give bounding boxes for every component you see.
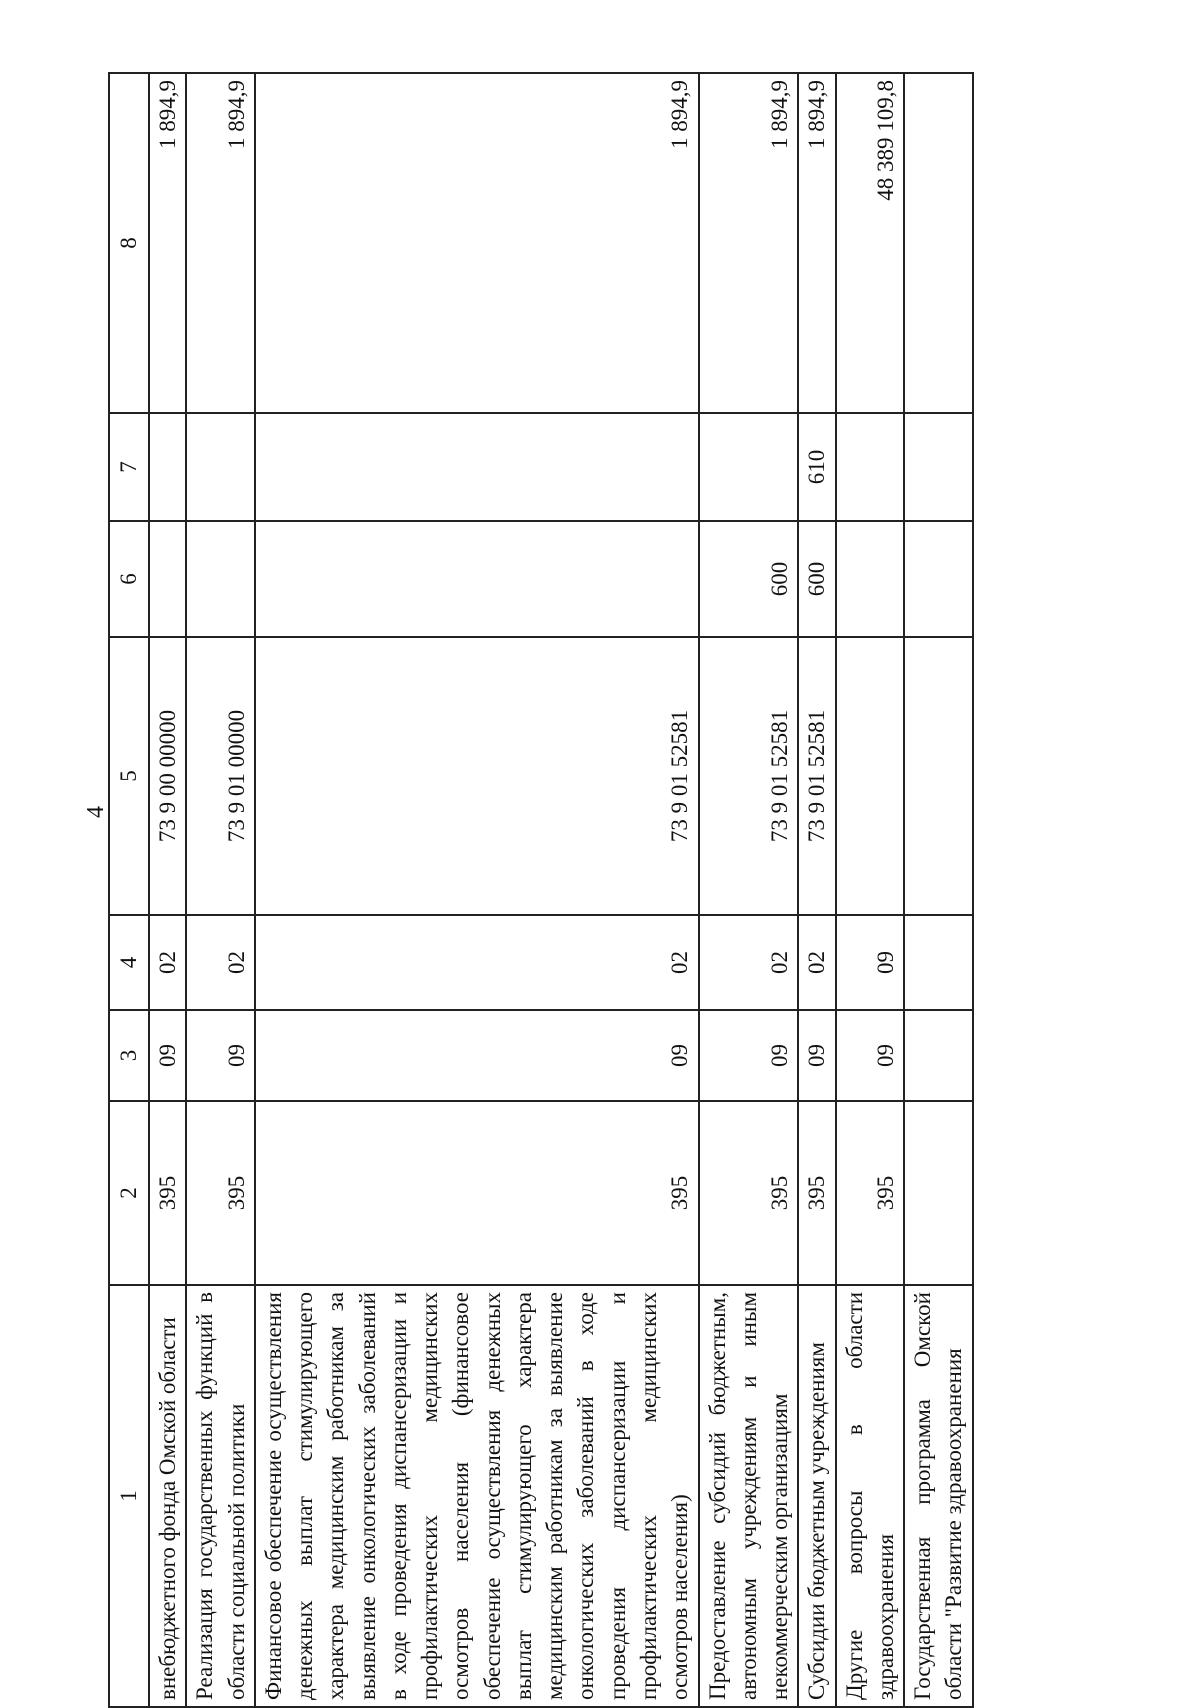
row-description: Предоставление субсидий бюджетным, автономным учреждениям и иным некоммерческим организациям bbox=[699, 1285, 799, 1707]
row-code-6 bbox=[186, 521, 255, 637]
row-amount: 1 894,9 bbox=[255, 73, 699, 413]
header-cell-4: 4 bbox=[109, 915, 149, 1010]
row-code-2: 395 bbox=[149, 1101, 186, 1285]
row-amount: 1 894,9 bbox=[699, 73, 799, 413]
header-cell-8: 8 bbox=[109, 73, 149, 413]
row-code-3: 09 bbox=[836, 1010, 905, 1101]
header-row bbox=[109, 73, 149, 1707]
row-code-5: 73 9 01 52581 bbox=[699, 637, 799, 915]
page-number: 4 bbox=[83, 806, 109, 818]
row-code-2: 395 bbox=[186, 1101, 255, 1285]
row-code-6 bbox=[149, 521, 186, 637]
row-code-7: 610 bbox=[798, 413, 835, 521]
header-cell-2: 2 bbox=[109, 1101, 149, 1285]
header-cell-1: 1 bbox=[109, 1285, 149, 1707]
row-description: Реализация государственных функций в области социальной политики bbox=[186, 1285, 255, 1707]
row-code-7 bbox=[186, 413, 255, 521]
row-code-6: 600 bbox=[798, 521, 835, 637]
row-amount bbox=[904, 73, 973, 413]
row-code-6: 600 bbox=[699, 521, 799, 637]
row-code-5 bbox=[904, 637, 973, 915]
row-code-2: 395 bbox=[699, 1101, 799, 1285]
row-code-3: 09 bbox=[255, 1010, 699, 1101]
row-code-3: 09 bbox=[186, 1010, 255, 1101]
row-code-4: 02 bbox=[149, 915, 186, 1010]
budget-table bbox=[108, 72, 974, 1708]
row-code-6 bbox=[836, 521, 905, 637]
rotated-table-wrapper bbox=[108, 74, 1070, 1708]
table-row bbox=[255, 73, 699, 1707]
row-code-3: 09 bbox=[798, 1010, 835, 1101]
table-row bbox=[186, 73, 255, 1707]
row-code-4: 02 bbox=[798, 915, 835, 1010]
row-code-2: 395 bbox=[836, 1101, 905, 1285]
row-code-5: 73 9 00 00000 bbox=[149, 637, 186, 915]
table-row bbox=[149, 73, 186, 1707]
row-code-7 bbox=[255, 413, 699, 521]
row-code-4: 02 bbox=[186, 915, 255, 1010]
row-code-5: 73 9 01 52581 bbox=[798, 637, 835, 915]
row-code-4: 09 bbox=[836, 915, 905, 1010]
row-code-5: 73 9 01 52581 bbox=[255, 637, 699, 915]
row-code-2: 395 bbox=[255, 1101, 699, 1285]
row-code-5: 73 9 01 00000 bbox=[186, 637, 255, 915]
row-description: Финансовое обеспечение осуществления денежных выплат стимулирующего характера медицинским работникам за выявление онкологических заболеваний в ходе проведения диспансеризации и профилактических медицинских осмотров населения (финансовое обеспечение осуществления денежных выплат стимулирующего характера медицинским работникам за выявление онкологических заболеваний в ходе проведения диспансеризации и профилактических медицинских осмотров населения) bbox=[255, 1285, 699, 1707]
row-code-3: 09 bbox=[149, 1010, 186, 1101]
row-amount: 1 894,9 bbox=[186, 73, 255, 413]
header-cell-3: 3 bbox=[109, 1010, 149, 1101]
row-code-4: 02 bbox=[255, 915, 699, 1010]
row-code-7 bbox=[836, 413, 905, 521]
table-row bbox=[699, 73, 799, 1707]
header-cell-5: 5 bbox=[109, 637, 149, 915]
row-code-6 bbox=[255, 521, 699, 637]
header-cell-7: 7 bbox=[109, 413, 149, 521]
table-row bbox=[798, 73, 835, 1707]
header-cell-6: 6 bbox=[109, 521, 149, 637]
row-description: Другие вопросы в области здравоохранения bbox=[836, 1285, 905, 1707]
row-amount: 48 389 109,8 bbox=[836, 73, 905, 413]
table-row bbox=[904, 73, 973, 1707]
row-code-7 bbox=[699, 413, 799, 521]
row-amount: 1 894,9 bbox=[798, 73, 835, 413]
row-code-5 bbox=[836, 637, 905, 915]
table-row bbox=[836, 73, 905, 1707]
row-code-4: 02 bbox=[699, 915, 799, 1010]
row-code-2 bbox=[904, 1101, 973, 1285]
row-code-3 bbox=[904, 1010, 973, 1101]
row-description: Государственная программа Омской области "Развитие здравоохранения bbox=[904, 1285, 973, 1707]
row-code-6 bbox=[904, 521, 973, 637]
row-code-7 bbox=[904, 413, 973, 521]
row-code-2: 395 bbox=[798, 1101, 835, 1285]
row-code-7 bbox=[149, 413, 186, 521]
row-code-3: 09 bbox=[699, 1010, 799, 1101]
row-code-4 bbox=[904, 915, 973, 1010]
row-description: внебюджетного фонда Омской области bbox=[149, 1285, 186, 1707]
row-description: Субсидии бюджетным учреждениям bbox=[798, 1285, 835, 1707]
row-amount: 1 894,9 bbox=[149, 73, 186, 413]
